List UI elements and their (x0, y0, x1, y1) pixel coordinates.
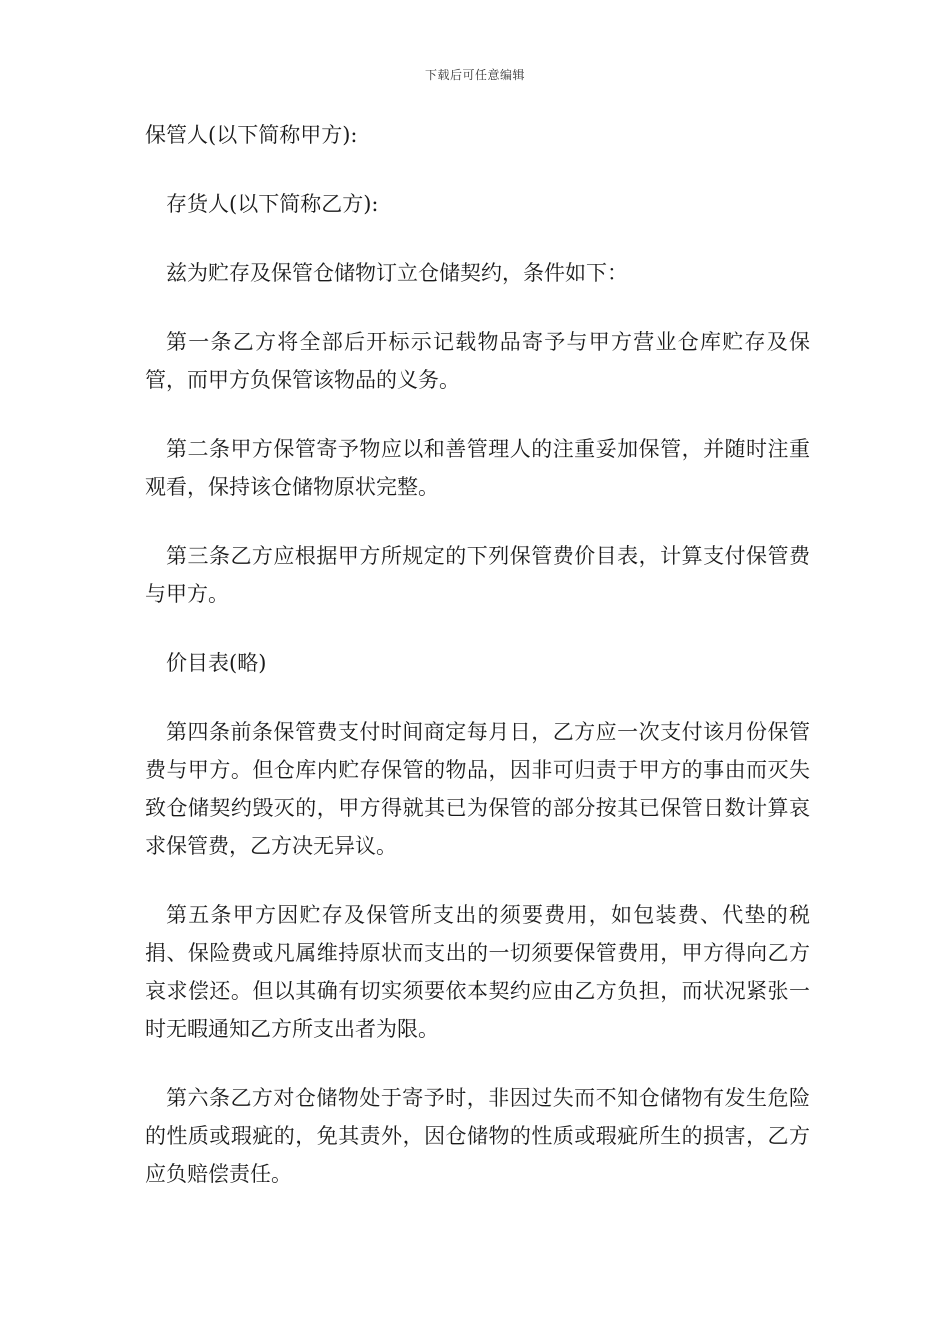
article-4: 第四条前条保管费支付时间商定每月日，乙方应一次支付该月份保管费与甲方。但仓库内贮存保管的物品，因非可归责于甲方的事由而灭失致仓储契约毁灭的，甲方得就其已为保管的部分按其已保管日数计算哀求保管费，乙方决无异议。 (145, 720, 810, 858)
paragraph-gap (145, 223, 810, 254)
article-3: 第三条乙方应根据甲方所规定的下列保管费价目表，计算支付保管费与甲方。 (145, 544, 810, 606)
paragraph-gap (145, 613, 810, 644)
price-table-note: 价目表(略) (166, 651, 267, 675)
party-a-line: 保管人(以下简称甲方): (145, 123, 358, 147)
paragraph-gap (145, 1048, 810, 1079)
article-1: 第一条乙方将全部后开标示记载物品寄予与甲方营业仓库贮存及保管，而甲方负保管该物品的义务。 (145, 330, 810, 392)
party-b-line: 存货人(以下简称乙方): (166, 192, 379, 216)
article-6: 第六条乙方对仓储物处于寄予时，非因过失而不知仓储物有发生危险的性质或瑕疵的，免其责外，因仓储物的性质或瑕疵所生的损害，乙方应负赔偿责任。 (145, 1086, 810, 1186)
article-5: 第五条甲方因贮存及保管所支出的须要费用，如包装费、代垫的税捐、保险费或凡属维持原状而支出的一切须要保管费用，甲方得向乙方哀求偿还。但以其确有切实须要依本契约应由乙方负担，而状况紧张一时无暇通知乙方所支出者为限。 (145, 903, 810, 1041)
document-body (145, 116, 810, 1193)
paragraph-gap (145, 292, 810, 323)
preamble: 兹为贮存及保管仓储物订立仓储契约，条件如下： (166, 261, 628, 285)
article-2: 第二条甲方保管寄予物应以和善管理人的注重妥加保管，并随时注重观看，保持该仓储物原状完整。 (145, 437, 810, 499)
paragraph-gap (145, 682, 810, 713)
paragraph-gap (145, 154, 810, 185)
header-note: 下载后可任意编辑 (424, 68, 525, 82)
paragraph-gap (145, 506, 810, 537)
paragraph-gap (145, 399, 810, 430)
paragraph-gap (145, 865, 810, 896)
